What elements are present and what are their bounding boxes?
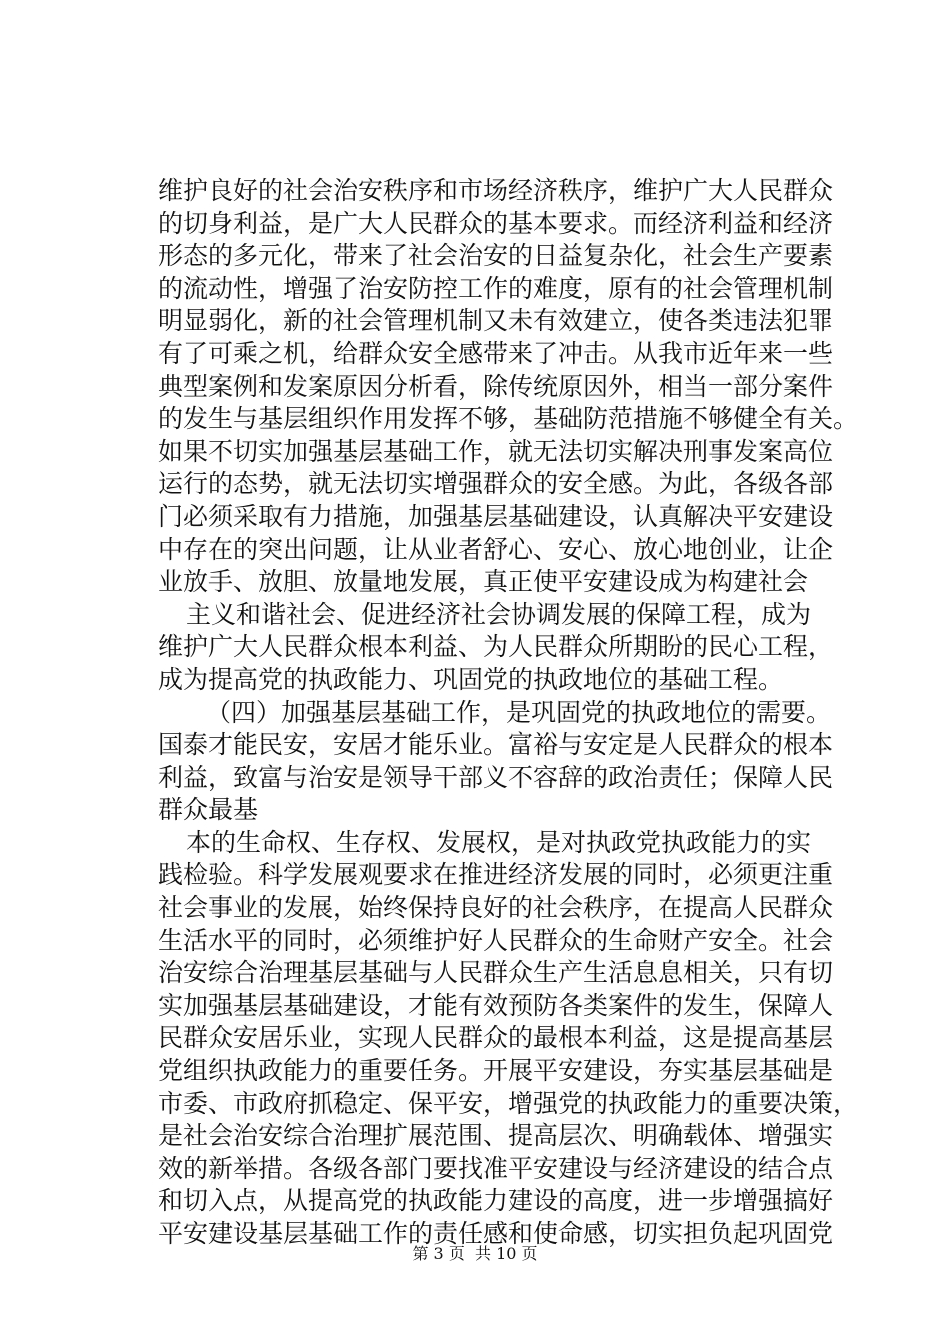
text-line: 明显弱化，新的社会管理机制又未有效建立，使各类违法犯罪 — [158, 306, 834, 336]
text-line: 治安综合治理基层基础与人民群众生产生活息息相关，只有切 — [158, 958, 834, 988]
text-line: 的切身利益，是广大人民群众的基本要求。而经济利益和经济 — [158, 208, 834, 238]
text-line: 中存在的突出问题，让从业者舒心、安心、放心地创业，让企 — [158, 534, 834, 564]
text-line: 生活水平的同时，必须维护好人民群众的生命财产安全。社会 — [158, 925, 834, 955]
text-line: 形态的多元化，带来了社会治安的日益复杂化，社会生产要素 — [158, 241, 834, 271]
text-line: 效的新举措。各级各部门要找准平安建设与经济建设的结合点 — [158, 1153, 834, 1183]
text-line: 实加强基层基础建设，才能有效预防各类案件的发生，保障人 — [158, 990, 834, 1020]
text-line: 如果不切实加强基层基础工作，就无法切实解决刑事发案高位 — [158, 436, 834, 466]
text-line: 践检验。科学发展观要求在推进经济发展的同时，必须更注重 — [158, 860, 834, 890]
text-line: 民群众安居乐业，实现人民群众的最根本利益，这是提高基层 — [158, 1023, 834, 1053]
text-line: 成为提高党的执政能力、巩固党的执政地位的基础工程。 — [158, 664, 784, 694]
text-line: 主义和谐社会、促进经济社会协调发展的保障工程，成为 — [186, 599, 812, 629]
text-line: 本的生命权、生存权、发展权，是对执政党执政能力的实 — [186, 827, 812, 857]
text-line: 国泰才能民安，安居才能乐业。富裕与安定是人民群众的根本 — [158, 730, 834, 760]
text-line: 党组织执政能力的重要任务。开展平安建设，夯实基层基础是 — [158, 1056, 834, 1086]
text-line: 和切入点，从提高党的执政能力建设的高度，进一步增强搞好 — [158, 1186, 834, 1216]
text-line: 的发生与基层组织作用发挥不够，基础防范措施不够健全有关。 — [158, 404, 859, 434]
body-text — [158, 175, 859, 1251]
text-line: 典型案例和发案原因分析看，除传统原因外，相当一部分案件 — [158, 371, 834, 401]
text-line: 群众最基 — [158, 795, 259, 825]
text-line: 的流动性，增强了治安防控工作的难度，原有的社会管理机制 — [158, 273, 834, 303]
text-line: 利益，致富与治安是领导干部义不容辞的政治责任；保障人民 — [158, 762, 834, 792]
text-line: 门必须采取有力措施，加强基层基础建设，认真解决平安建设 — [158, 501, 834, 531]
text-line: 是社会治安综合治理扩展范围、提高层次、明确载体、增强实 — [158, 1121, 834, 1151]
text-line: 社会事业的发展，始终保持良好的社会秩序，在提高人民群众 — [158, 893, 834, 923]
text-line: 平安建设基层基础工作的责任感和使命感，切实担负起巩固党 — [158, 1219, 834, 1248]
text-line: 市委、市政府抓稳定、保平安，增强党的执政能力的重要决策， — [158, 1088, 859, 1118]
page-number-footer: 第 3 页 共 10 页 — [412, 1244, 538, 1263]
text-line: 有了可乘之机，给群众安全感带来了冲击。从我市近年来一些 — [158, 338, 834, 368]
text-line: 维护广大人民群众根本利益、为人民群众所期盼的民心工程， — [158, 632, 834, 662]
section-heading-line: （四）加强基层基础工作，是巩固党的执政地位的需要。 — [206, 697, 832, 727]
text-line: 维护良好的社会治安秩序和市场经济秩序，维护广大人民群众 — [158, 176, 834, 205]
text-line: 运行的态势，就无法切实增强群众的安全感。为此，各级各部 — [158, 469, 834, 499]
text-line: 业放手、放胆、放量地发展，真正使平安建设成为构建社会 — [158, 567, 809, 597]
